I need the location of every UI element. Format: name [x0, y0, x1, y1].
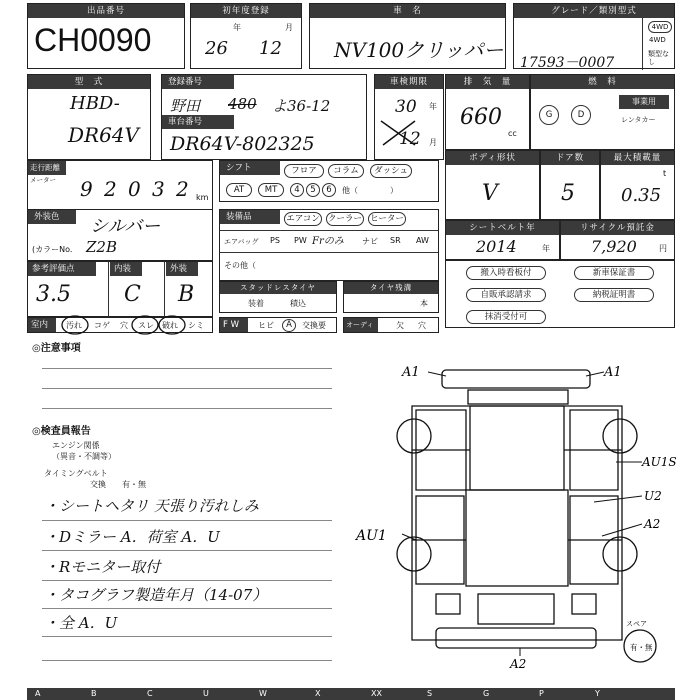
studless-box — [219, 281, 337, 313]
interior-row-label: 室内 — [28, 318, 56, 332]
shift-floor: フロア — [284, 164, 324, 178]
shift-other: 他（ ） — [342, 186, 398, 195]
legend-item: XX — [371, 689, 382, 698]
interior-burn: コゲ — [94, 321, 110, 330]
4wd-label: 4WD — [649, 36, 666, 44]
interior-grade: C — [124, 282, 141, 307]
mileage-digit: 2 — [104, 177, 117, 201]
model-label: 型 式 — [28, 75, 150, 89]
equip-aw: AW — [416, 236, 429, 245]
business-use: 事業用 — [619, 95, 669, 109]
shift-mt: MT — [258, 183, 284, 197]
spare-options: 有・無 — [630, 643, 653, 652]
km-unit: km — [196, 193, 209, 202]
score-label: 参考評価点 — [28, 262, 96, 276]
no-type-label: 類型なし — [648, 50, 669, 66]
reg-place: 野田 — [170, 97, 201, 115]
vehicle-damage-diagram — [350, 350, 680, 670]
gear-5: 5 — [306, 183, 320, 197]
legend-item: B — [91, 689, 97, 698]
tire-box — [343, 281, 439, 313]
inspection-year-unit: 年 — [429, 102, 437, 111]
chassis-number: DR64V-802325 — [170, 133, 315, 155]
chassis-label: 車台番号 — [162, 115, 234, 129]
equip-airbag: エアバッグ — [224, 238, 259, 246]
displacement-label: 排 気 量 — [446, 75, 529, 89]
spare-label: スペア — [626, 620, 647, 628]
mark-right-3: A2 — [644, 517, 661, 531]
lot-number: CH0090 — [34, 22, 152, 58]
car-name: NV100クリッパー — [334, 38, 504, 62]
timing-belt-sub: 交換 有・無 — [90, 480, 146, 489]
mileage-digits — [76, 171, 192, 209]
audio-missing: 欠 — [396, 321, 404, 330]
gear-4: 4 — [290, 183, 304, 197]
model-line2: DR64V — [68, 123, 139, 147]
timing-belt-label: タイミングベルト — [44, 469, 108, 478]
model-box — [27, 74, 151, 160]
engine-label: エンジン関係 — [52, 441, 100, 450]
exterior-color: シルバー — [90, 216, 161, 237]
first-reg-year: 26 — [205, 38, 228, 59]
mark-front-left: A1 — [402, 365, 420, 380]
displacement-value: 660 — [460, 105, 502, 130]
mileage-label: 走行距離 — [28, 161, 66, 175]
overall-score: 3.5 — [36, 282, 71, 307]
audio-hole: 穴 — [418, 321, 426, 330]
tire-label: タイヤ残溝 — [344, 282, 438, 294]
registration-box — [161, 74, 367, 160]
legend-item: C — [147, 689, 153, 698]
equip-ps-note: Frのみ — [312, 236, 344, 247]
inspection-label: 車検期限 — [375, 75, 443, 89]
grade-value: 17593－0007 — [520, 55, 615, 71]
mileage-digit: 2 — [176, 177, 189, 201]
seatbelt-box — [445, 220, 560, 260]
studless-mounted: 装着 — [248, 299, 264, 308]
fuel-d: D — [571, 105, 591, 125]
displacement-box — [445, 74, 530, 150]
equipment-box — [219, 209, 439, 281]
fuel-box — [530, 74, 675, 150]
inspection-month-unit: 月 — [429, 138, 437, 147]
legend-bar — [27, 688, 675, 700]
equip-navi: ナビ — [362, 237, 378, 246]
tire-unit: 本 — [420, 299, 428, 308]
car-name-label: 車 名 — [310, 4, 505, 18]
fw-crack: ヒビ — [258, 321, 274, 330]
doc-tax-cert: 納税証明書 — [574, 288, 654, 302]
legend-item: A — [35, 689, 41, 698]
fuel-g: G — [539, 105, 559, 125]
body-shape-box — [445, 150, 540, 220]
displacement-unit: cc — [508, 129, 517, 138]
mark-right-2: U2 — [644, 489, 662, 503]
equipment-label: 装備品 — [220, 210, 280, 224]
rental-car: レンタカー — [621, 116, 656, 124]
mark-front-right: A1 — [604, 365, 622, 380]
reg-struck: 480 — [228, 95, 257, 113]
inspection-strike — [379, 119, 419, 149]
capacity-box — [600, 150, 675, 220]
year-unit: 年 — [233, 23, 241, 32]
fuel-label: 燃 料 — [531, 75, 674, 89]
equip-pw: PW — [294, 236, 307, 245]
fw-replace: 交換要 — [302, 321, 326, 330]
gear-6: 6 — [322, 183, 336, 197]
doors-label: ドア数 — [541, 151, 599, 165]
mileage-box — [27, 160, 213, 210]
legend-item: U — [203, 689, 209, 698]
mileage-digit: 0 — [128, 177, 141, 201]
recycle-unit: 円 — [659, 244, 667, 253]
mark-left: AU1 — [356, 528, 387, 544]
legend-item: W — [259, 689, 267, 698]
doc-warranty: 新車保証書 — [574, 266, 654, 280]
recycle-label: リサイクル預託金 — [561, 221, 674, 235]
report-line: ・シートヘタリ 天張り汚れしみ — [44, 497, 259, 515]
reg-number: よ36-12 — [272, 97, 331, 115]
report-line: ・全 A．U — [44, 614, 118, 632]
report-line: ・タコグラフ製造年月（14-07） — [44, 586, 268, 604]
inspector-title: ◎検査員報告 — [32, 426, 91, 437]
inspection-box — [374, 74, 444, 160]
mileage-digit: 9 — [80, 177, 93, 201]
capacity-unit: t — [663, 169, 667, 178]
lot-number-box — [27, 3, 185, 69]
first-reg-month: 12 — [259, 38, 282, 59]
interior-tear: 破れ — [162, 321, 178, 330]
shift-at: AT — [226, 183, 252, 197]
color-label: 外装色 — [28, 210, 76, 224]
inspection-year: 30 — [395, 97, 417, 117]
grade-label: グレード／類別型式 — [514, 4, 674, 18]
shift-box — [219, 160, 439, 202]
equip-sr: SR — [390, 236, 401, 245]
fw-grade: A — [282, 319, 296, 332]
interior-hole: 穴 — [120, 321, 128, 330]
meter-label: メーター — [30, 176, 56, 184]
color-code-label: (カラーNo. — [32, 245, 73, 254]
model-line1: HBD- — [70, 93, 120, 114]
notes-title: ◎注意事項 — [32, 343, 81, 354]
mileage-digit: 3 — [152, 177, 165, 201]
month-unit: 月 — [285, 23, 293, 32]
registration-label: 登録番号 — [162, 75, 234, 89]
fw-row — [219, 317, 337, 333]
lot-number-label: 出品番号 — [28, 4, 184, 18]
equip-ps: PS — [270, 236, 280, 245]
engine-sub: （異音・不調等） — [52, 452, 116, 461]
interior-grade-label: 内装 — [110, 262, 142, 276]
recycle-fee: 7,920 — [591, 237, 637, 256]
doc-cancel: 抹消受付可 — [466, 310, 546, 324]
report-line: ・Rモニター取付 — [44, 558, 161, 576]
4wd-option: 4WD — [648, 21, 672, 33]
color-code: Z2B — [86, 238, 117, 256]
grade-box — [513, 3, 675, 69]
shift-dash: ダッシュ — [370, 164, 412, 178]
legend-item: X — [315, 689, 321, 698]
shift-column: コラム — [328, 164, 364, 178]
body-shape-label: ボディ形状 — [446, 151, 539, 165]
equip-heater: ヒーター — [368, 212, 406, 226]
inspection-month: 12 — [399, 129, 421, 149]
studless-loaded: 積込 — [290, 299, 306, 308]
body-shape: V — [482, 181, 498, 206]
studless-label: スタッドレスタイヤ — [220, 282, 336, 294]
doors-box — [540, 150, 600, 220]
doc-approval: 自販承認請求 — [466, 288, 546, 302]
audio-row — [343, 317, 439, 343]
shift-label: シフト — [220, 161, 280, 175]
fw-label: F W — [220, 318, 248, 332]
equip-ac: エアコン — [284, 212, 322, 226]
doc-sign-attached: 搬入時看板付 — [466, 266, 546, 280]
grades-box — [27, 261, 213, 317]
audio-label: オーディオ — [344, 318, 378, 332]
mark-right-1: AU1S — [642, 455, 677, 469]
first-registration-label: 初年度登録 — [191, 4, 301, 18]
car-name-box — [309, 3, 506, 69]
first-registration-box — [190, 3, 302, 69]
report-line: ・Dミラー A．荷室 A．U — [44, 528, 220, 546]
seatbelt-label: シートベルト年 — [446, 221, 559, 235]
recycle-box — [560, 220, 675, 260]
legend-item: G — [483, 689, 490, 698]
legend-item: Y — [595, 689, 600, 698]
legend-item: S — [427, 689, 433, 698]
doors: 5 — [561, 181, 575, 206]
seatbelt-year: 2014 — [476, 237, 517, 256]
interior-circles — [60, 313, 190, 339]
capacity-label: 最大積載量 — [601, 151, 674, 165]
equip-cooler: クーラー — [327, 214, 362, 224]
interior-stain: シミ — [188, 321, 204, 330]
capacity: 0.35 — [621, 185, 662, 206]
color-box — [27, 209, 213, 261]
exterior-grade: B — [178, 282, 195, 307]
exterior-grade-label: 外装 — [166, 262, 198, 276]
interior-scuff: スレ — [138, 321, 154, 330]
equip-other: その他（ — [224, 261, 256, 270]
seatbelt-unit: 年 — [542, 244, 550, 253]
documents-box — [445, 260, 675, 328]
legend-item: P — [539, 689, 544, 698]
mark-rear: A2 — [510, 657, 527, 670]
interior-dirt: 汚れ — [66, 321, 82, 330]
